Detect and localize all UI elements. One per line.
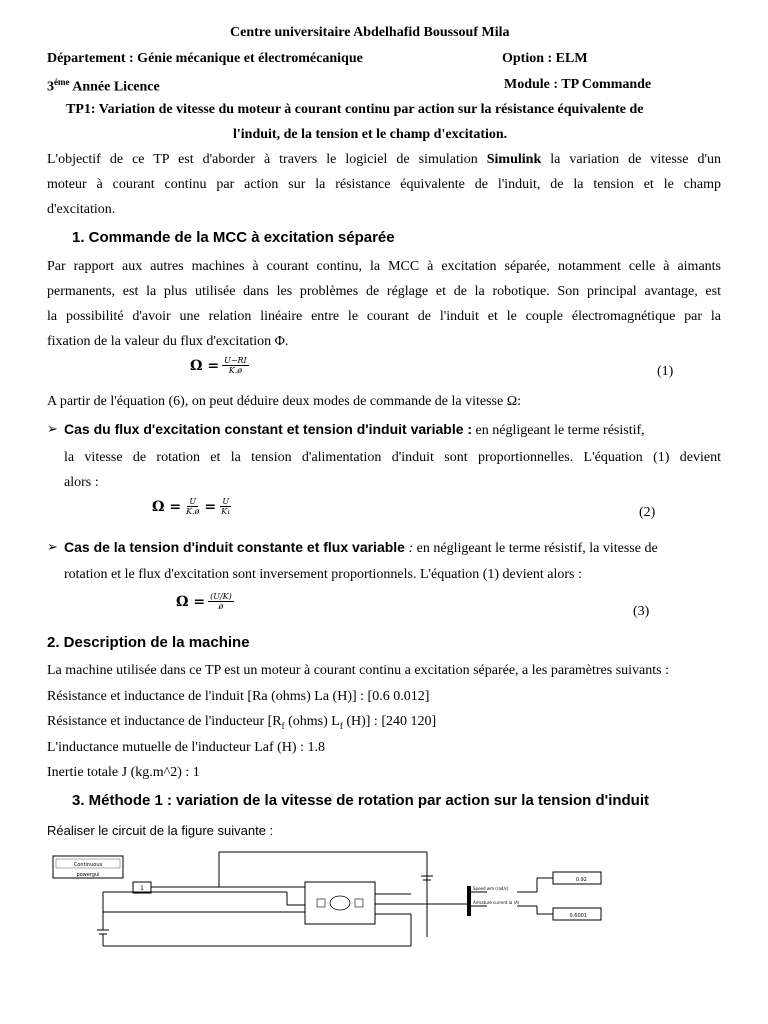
year-rest: Année Licence xyxy=(69,79,160,95)
department: Département : Génie mécanique et électromécanique xyxy=(47,51,363,66)
intro-line1 xyxy=(47,152,721,168)
rf-sub: f xyxy=(281,720,285,731)
eq2-fraction-2 xyxy=(219,497,232,516)
rf-a: Résistance et inductance de l'inducteur [R xyxy=(47,714,282,729)
year-num: 3 xyxy=(47,79,54,95)
case2-colon: : xyxy=(404,541,414,556)
case2-bullet-icon: ➢ xyxy=(47,540,58,555)
eq2-fraction-1 xyxy=(184,497,201,516)
s2-ra: Résistance et inductance de l'induit [Ra (ohms) La (H)] : [0.6 0.012] xyxy=(47,689,430,704)
case1-text-a: en négligeant le terme résistif, xyxy=(472,423,645,438)
eq1-den: K.ø xyxy=(228,366,243,375)
tp-title-line1: TP1: Variation de vitesse du moteur à courant continu par action sur la résistance équivalente de xyxy=(66,102,644,117)
eq2-num1: U xyxy=(189,497,197,506)
option: Option : ELM xyxy=(502,51,588,66)
module: Module : TP Commande xyxy=(504,77,652,92)
case2-line1 xyxy=(64,539,658,557)
rf-c: (H)] : [240 120] xyxy=(342,714,437,729)
s1-p3: la possibilité d'avoir une relation linéaire entre le courant de l'induit et le couple électromagnétique par la xyxy=(47,309,721,324)
case2-line2: rotation et le flux d'excitation sont inversement proportionnels. L'équation (1) devient alors : xyxy=(64,567,582,582)
eq2-num2: U xyxy=(222,497,230,506)
display-speed-value: 0.92 xyxy=(575,877,587,883)
section3-heading: 3. Méthode 1 : variation de la vitesse de rotation par action sur la tension d'induit xyxy=(72,792,650,809)
powergui-label: powergui xyxy=(76,872,100,878)
rf-sub2: f xyxy=(339,720,343,731)
equation-1 xyxy=(190,356,252,375)
equation-2 xyxy=(152,497,235,516)
eq3-num: (U/K) xyxy=(210,592,232,601)
eq3-number: (3) xyxy=(633,604,650,619)
bus-out2-label: Armature current ia (A) xyxy=(473,900,520,905)
s1-deduce: A partir de l'équation (6), on peut déduire deux modes de commande de la vitesse Ω: xyxy=(47,394,522,409)
intro-line2: moteur à courant continu par action sur la résistance équivalente de l'induit, de la tension et le champ xyxy=(47,177,721,192)
university-name: Centre universitaire Abdelhafid Boussouf Mila xyxy=(230,25,510,40)
bus-selector[interactable] xyxy=(467,886,471,916)
equation-3 xyxy=(176,592,237,611)
section3-subtitle: Réaliser le circuit de la figure suivante : xyxy=(47,823,274,838)
s1-p1: Par rapport aux autres machines à courant continu, la MCC à excitation séparée, notamment celle à aimants xyxy=(47,259,721,274)
dc-machine-armature xyxy=(355,899,363,907)
eq1-fraction xyxy=(222,356,249,375)
case2-title: Cas de la tension d'induit constante et flux variable xyxy=(64,539,405,555)
s1-p4: fixation de la valeur du flux d'excitation Φ. xyxy=(47,334,289,349)
intro-simulink: Simulink xyxy=(486,152,542,167)
simulink-diagram xyxy=(47,842,621,954)
eq2-number: (2) xyxy=(639,505,656,520)
year-sup: éme xyxy=(54,77,70,87)
year-level xyxy=(47,77,160,96)
eq3-lhs: Ω = xyxy=(176,593,206,610)
intro-text-a: L'objectif de ce TP est d'aborder à travers le logiciel de simulation xyxy=(47,152,478,167)
eq2-equals: = xyxy=(204,498,217,515)
tp-title-line2: l'induit, de la tension et le champ d'excitation. xyxy=(233,127,508,142)
case2-text-a: en négligeant le terme résistif, la vitesse de xyxy=(413,541,658,556)
section2-heading: 2. Description de la machine xyxy=(47,634,250,651)
section1-heading: 1. Commande de la MCC à excitation séparée xyxy=(72,229,395,246)
case1-title: Cas du flux d'excitation constant et tension d'induit variable : xyxy=(64,421,473,437)
eq2-lhs: Ω = xyxy=(152,498,182,515)
s2-intro: La machine utilisée dans ce TP est un moteur à courant continu a excitation séparée, a les paramètres suivants : xyxy=(47,663,670,678)
eq2-den1: K.ø xyxy=(186,507,200,516)
bus-out1-label: Speed wm (rad/s) xyxy=(473,886,509,891)
simulink-figure xyxy=(47,842,621,954)
display-current-value: 0.6001 xyxy=(569,913,587,919)
s2-laf: L'inductance mutuelle de l'inducteur Laf (H) : 1.8 xyxy=(47,740,325,755)
eq3-den: ø xyxy=(218,602,224,611)
case1-line1 xyxy=(64,421,645,439)
intro-text-c: la variation de vitesse d'un xyxy=(550,152,722,167)
intro-line3: d'excitation. xyxy=(47,202,116,217)
s2-rf xyxy=(47,714,721,731)
eq1-lhs: Ω = xyxy=(190,357,220,374)
eq3-fraction xyxy=(208,592,234,611)
case1-line2: la vitesse de rotation et la tension d'alimentation d'induit sont proportionnelles. L'équation (1) devient xyxy=(64,450,721,465)
eq1-number: (1) xyxy=(657,364,674,379)
dc-machine-field xyxy=(317,899,325,907)
eq2-den2: K₁ xyxy=(221,507,231,516)
case1-line3: alors : xyxy=(64,475,99,490)
s2-inertia: Inertie totale J (kg.m^2) : 1 xyxy=(47,765,200,780)
s1-p2: permanents, est la plus utilisée dans les problèmes de réglage et de la robotique. Son principal avantage, est xyxy=(47,284,721,299)
eq1-num: U−RI xyxy=(224,356,247,365)
dc-machine-rotor xyxy=(330,896,350,910)
case1-bullet-icon: ➢ xyxy=(47,422,58,437)
powergui-continuous: Continuous xyxy=(73,862,103,868)
rf-b: (ohms) L xyxy=(284,714,340,729)
constant-value: 1 xyxy=(140,885,144,892)
